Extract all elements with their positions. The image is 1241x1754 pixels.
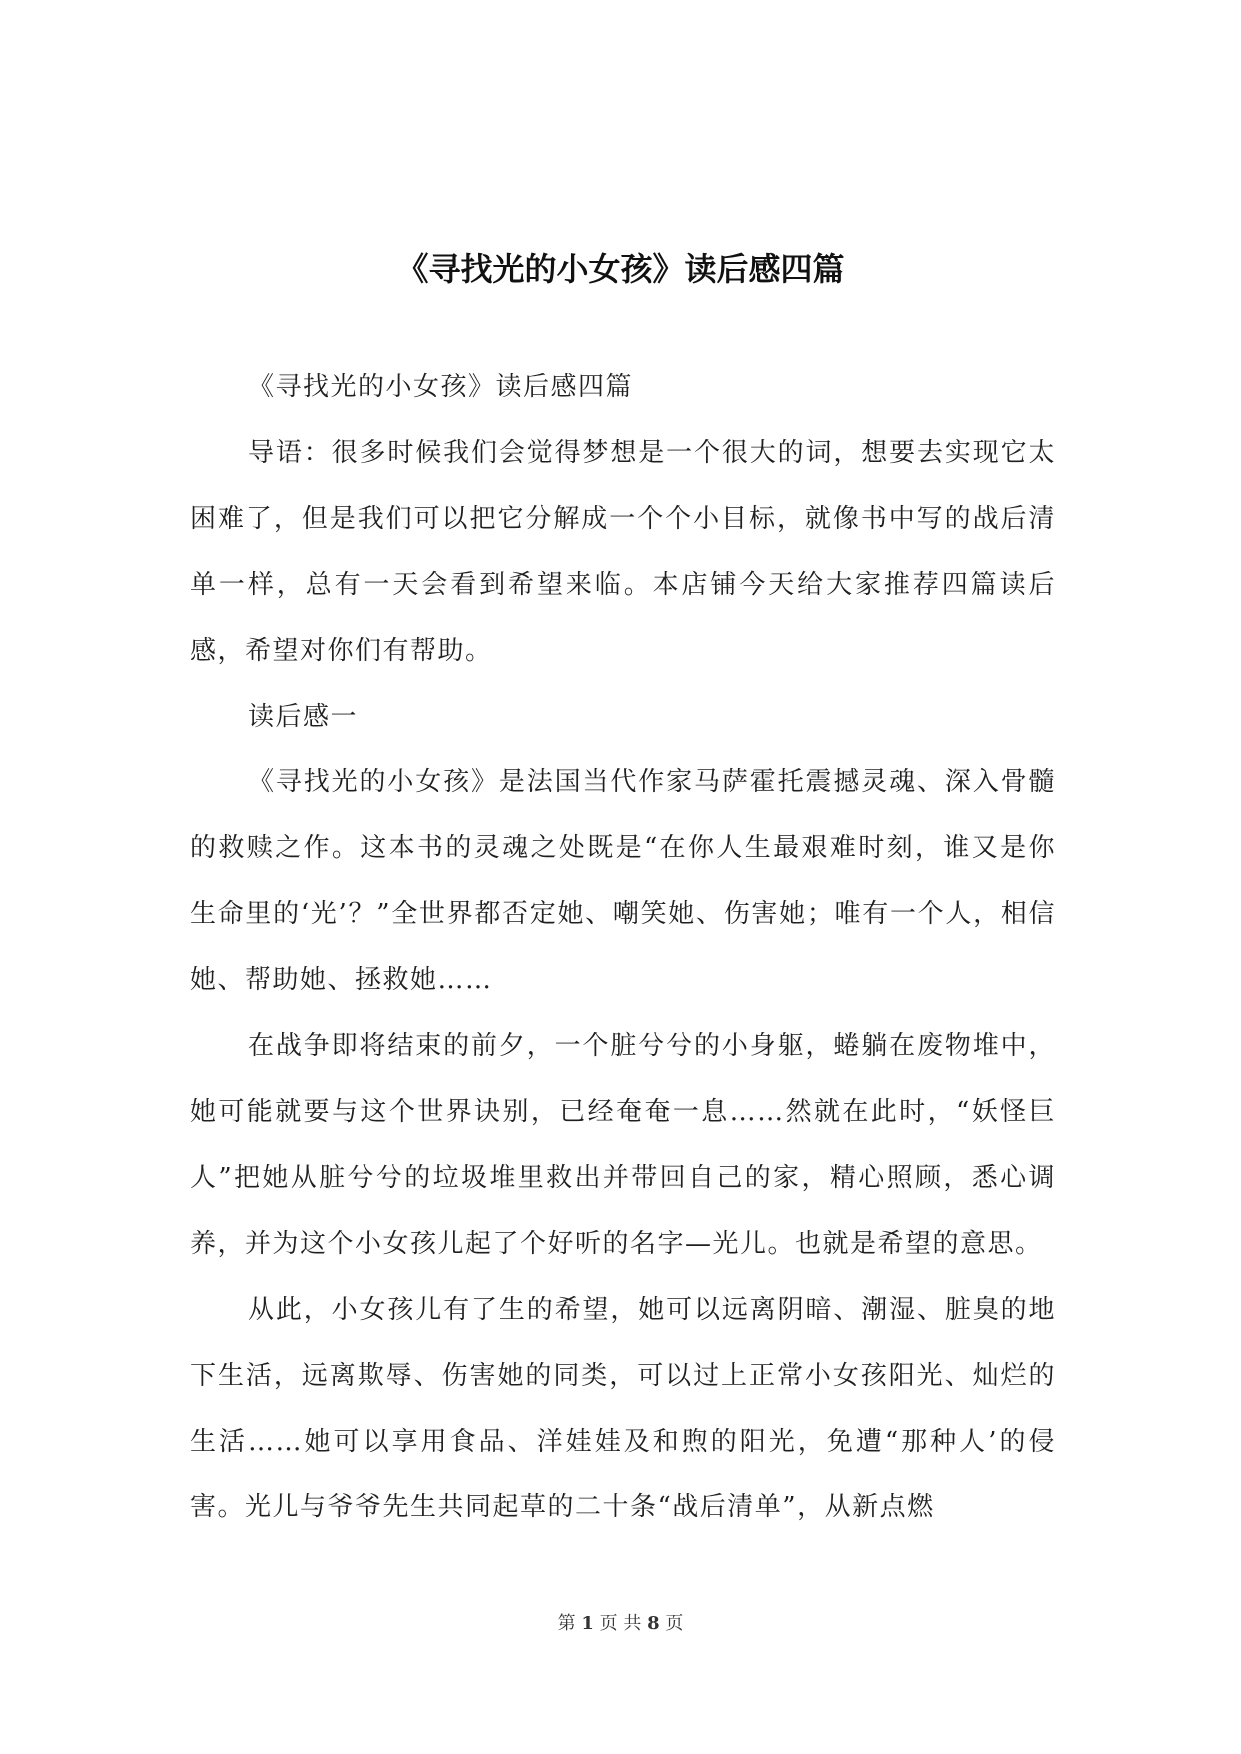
footer-middle: 页 共 <box>593 1613 648 1634</box>
page-number: 1 <box>581 1613 594 1634</box>
paragraph: 《寻找光的小女孩》是法国当代作家马萨霍托震撼灵魂、深入骨髓的救赎之作。这本书的灵魂之处既是“在你人生最艰难时刻，谁又是你生命里的‘光’？”全世界都否定她、嘲笑她、伤害她；唯有一个人，相信她、帮助她、拯救她…… <box>190 767 1056 996</box>
paragraph-intro: 导语：很多时候我们会觉得梦想是一个很大的词，想要去实现它太困难了，但是我们可以把它分解成一个个小目标，就像书中写的战后清单一样，总有一天会看到希望来临。本店铺今天给大家推荐四篇读后感，希望对你们有帮助。 <box>190 437 1056 666</box>
section-heading: 读后感一 <box>248 701 359 732</box>
footer-suffix: 页 <box>659 1613 684 1634</box>
paragraph-subtitle: 《寻找光的小女孩》读后感四篇 <box>248 372 634 402</box>
document-title: 《寻找光的小女孩》读后感四篇 <box>396 250 845 289</box>
footer-prefix: 第 <box>557 1613 582 1634</box>
paragraph: 从此，小女孩儿有了生的希望，她可以远离阴暗、潮湿、脏臭的地下生活，远离欺辱、伤害她的同类，可以过上正常小女孩阳光、灿烂的生活……她可以享用食品、洋娃娃及和煦的阳光，免遭“那种人’的侵害。光儿与爷爷先生共同起草的二十条“战后清单”，从新点燃 <box>190 1294 1056 1523</box>
total-pages: 8 <box>647 1613 660 1634</box>
document-body <box>190 355 1056 1541</box>
page-footer <box>0 1612 1241 1636</box>
paragraph: 在战争即将结束的前夕，一个脏兮兮的小身躯，蜷躺在废物堆中，她可能就要与这个世界诀别，已经奄奄一息……然就在此时，“妖怪巨人”把她从脏兮兮的垃圾堆里救出并带回自己的家，精心照顾，悉心调养，并为这个小女孩儿起了个好听的名字—光儿。也就是希望的意思。 <box>190 1031 1056 1259</box>
